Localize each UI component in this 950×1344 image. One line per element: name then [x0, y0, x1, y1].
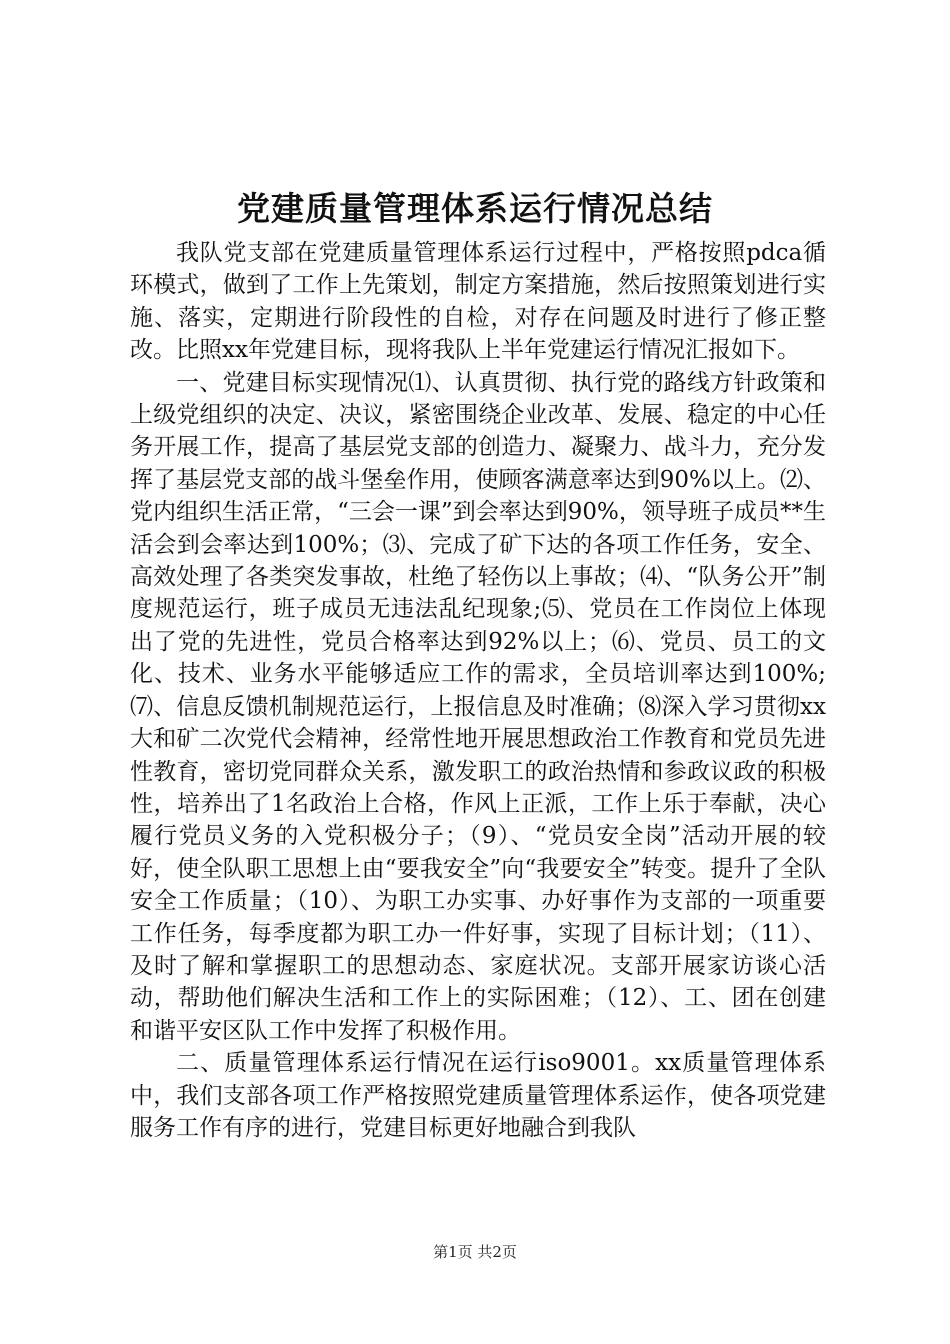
paragraph-section-one: 一、党建目标实现情况⑴、认真贯彻、执行党的路线方针政策和上级党组织的决定、决议，紧密围绕企业改革、发展、稳定的中心任务开展工作，提高了基层党支部的创造力、凝聚力、战斗力，充分发挥了基层党支部的战斗堡垒作用，使顾客满意率达到90%以上。⑵、党内组织生活正常，“三会一课”到会率达到90%，领导班子成员**生活会到会率达到100%；⑶、完成了矿下达的各项工作任务，安全、高效处理了各类突发事故，杜绝了轻伤以上事故；⑷、“队务公开”制度规范运行，班子成员无违法乱纪现象;⑸、党员在工作岗位上体现出了党的先进性，党员合格率达到92%以上；⑹、党员、员工的文化、技术、业务水平能够适应工作的需求，全员培训率达到100%;⑺、信息反馈机制规范运行，上报信息及时准确；⑻深入学习贯彻xx大和矿二次党代会精神，经常性地开展思想政治工作教育和党员先进性教育，密切党同群众关系，激发职工的政治热情和参政议政的积极性，培养出了1名政治上合格，作风上正派，工作上乐于奉献，决心履行党员义务的入党积极分子；（9）、“党员安全岗”活动开展的较好，使全队职工思想上由“要我安全”向“我要安全”转变。提升了全队安全工作质量；（10）、为职工办实事、办好事作为支部的一项重要工作任务，每季度都为职工办一件好事，实现了目标计划；（11）、及时了解和掌握职工的思想动态、家庭状况。支部开展家访谈心活动，帮助他们解决生活和工作上的实际困难；（12）、工、团在创建和谐平安区队工作中发挥了积极作用。 [130, 369, 826, 1044]
page-footer: 第1页 共2页 [433, 1243, 517, 1261]
document-body [130, 237, 826, 1144]
paragraph-intro: 我队党支部在党建质量管理体系运行过程中，严格按照pdca循环模式，做到了工作上先策划，制定方案措施，然后按照策划进行实施、落实，定期进行阶段性的自检，对存在问题及时进行了修正整改。比照xx年党建目标，现将我队上半年党建运行情况汇报如下。 [130, 240, 826, 364]
paragraph-section-two: 二、质量管理体系运行情况在运行iso9001。xx质量管理体系中，我们支部各项工作严格按照党建质量管理体系运作，使各项党建服务工作有序的进行，党建目标更好地融合到我队 [130, 1050, 826, 1141]
document-title: 党建质量管理体系运行情况总结 [237, 189, 713, 228]
